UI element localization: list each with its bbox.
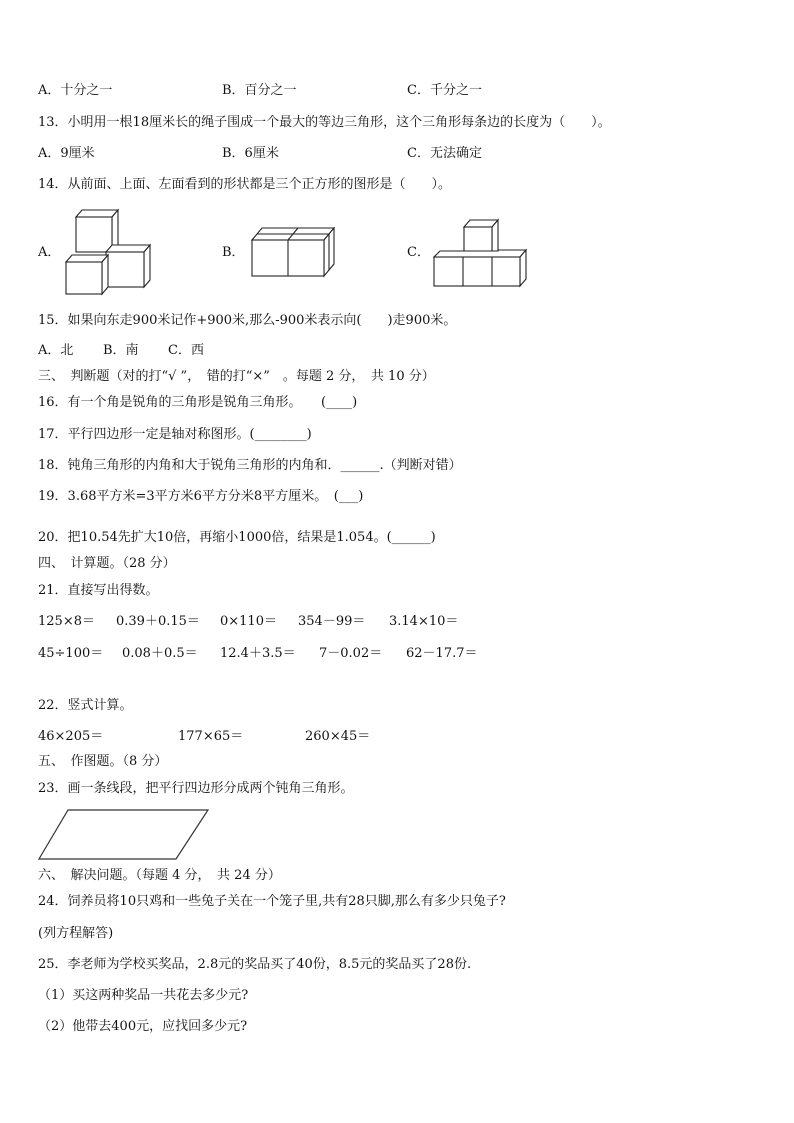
calc-item: 260×45＝ <box>305 729 371 744</box>
calc-item: 177×65＝ <box>178 729 244 744</box>
option-a: A．9厘米 <box>38 146 95 161</box>
question-23: 23．画一条线段，把平行四边形分成两个钝角三角形。 <box>38 781 354 796</box>
question-16: 16．有一个角是锐角的三角形是锐角三角形。 (____) <box>38 395 358 410</box>
option-c: C．西 <box>168 343 204 358</box>
calc-item: 125×8＝ <box>38 614 95 629</box>
calc-item: 3.14×10＝ <box>389 614 459 629</box>
calc-item: 62－17.7＝ <box>406 646 478 661</box>
question-18: 18．钝角三角形的内角和大于锐角三角形的内角和．______.（判断对错） <box>38 458 462 473</box>
section-heading-5: 五、 作图题。（8 分） <box>38 754 168 769</box>
question-13: 13．小明用一根18厘米长的绳子围成一个最大的等边三角形，这个三角形每条边的长度为（ ）。 <box>38 115 611 130</box>
question-21: 21．直接写出得数。 <box>38 583 159 598</box>
option-a: A．十分之一 <box>38 83 113 98</box>
section-heading-3: 三、 判断题（对的打“√ ”， 错的打“×” 。每题 2 分， 共 10 分） <box>38 369 435 384</box>
calc-item: 46×205＝ <box>38 729 104 744</box>
question-14: 14．从前面、上面、左面看到的形状都是三个正方形的图形是（ ）。 <box>38 177 452 192</box>
calc-item: 45÷100＝ <box>38 646 104 661</box>
calc-item: 354－99＝ <box>298 614 366 629</box>
calc-item: 0.08＋0.5＝ <box>122 646 198 661</box>
question-25-sub1: （1）买这两种奖品一共花去多少元? <box>38 988 249 1003</box>
calc-item: 0×110＝ <box>220 614 277 629</box>
cube-figure-c <box>430 215 530 290</box>
section-heading-6: 六、 解决问题。（每题 4 分， 共 24 分） <box>38 868 281 883</box>
section-heading-4: 四、 计算题。（28 分） <box>38 556 176 571</box>
question-20: 20．把10.54先扩大10倍，再缩小1000倍，结果是1.054。(______) <box>38 530 436 545</box>
option-b: B．南 <box>103 343 139 358</box>
calc-item: 7－0.02＝ <box>319 646 383 661</box>
option-c: C．千分之一 <box>407 83 482 98</box>
option-c: C．无法确定 <box>407 146 482 161</box>
question-24: 24．饲养员将10只鸡和一些兔子关在一个笼子里,共有28只脚,那么有多少只兔子? <box>38 894 506 909</box>
calc-item: 0.39＋0.15＝ <box>116 614 200 629</box>
option-b: B．6厘米 <box>222 146 279 161</box>
calc-item: 12.4＋3.5＝ <box>220 646 296 661</box>
question-15: 15．如果向东走900米记作+900米,那么-900米表示向( )走900米。 <box>38 313 457 328</box>
parallelogram-figure <box>36 808 212 862</box>
option-b: B．百分之一 <box>222 83 297 98</box>
question-25: 25．李老师为学校买奖品，2.8元的奖品买了40份，8.5元的奖品买了28份. <box>38 957 472 972</box>
option-b: B． <box>222 245 245 260</box>
option-a: A．北 <box>38 343 74 358</box>
cube-figure-a <box>60 205 160 300</box>
option-a: A． <box>38 245 61 260</box>
question-24-note: (列方程解答) <box>38 926 114 941</box>
question-25-sub2: （2）他带去400元，应找回多少元? <box>38 1019 248 1034</box>
cube-figure-b <box>248 222 338 282</box>
question-19: 19．3.68平方米=3平方米6平方分米8平方厘米。 (___) <box>38 489 364 504</box>
question-17: 17．平行四边形一定是轴对称图形。(________) <box>38 427 312 442</box>
question-22: 22．竖式计算。 <box>38 698 133 713</box>
option-c: C． <box>407 245 430 260</box>
